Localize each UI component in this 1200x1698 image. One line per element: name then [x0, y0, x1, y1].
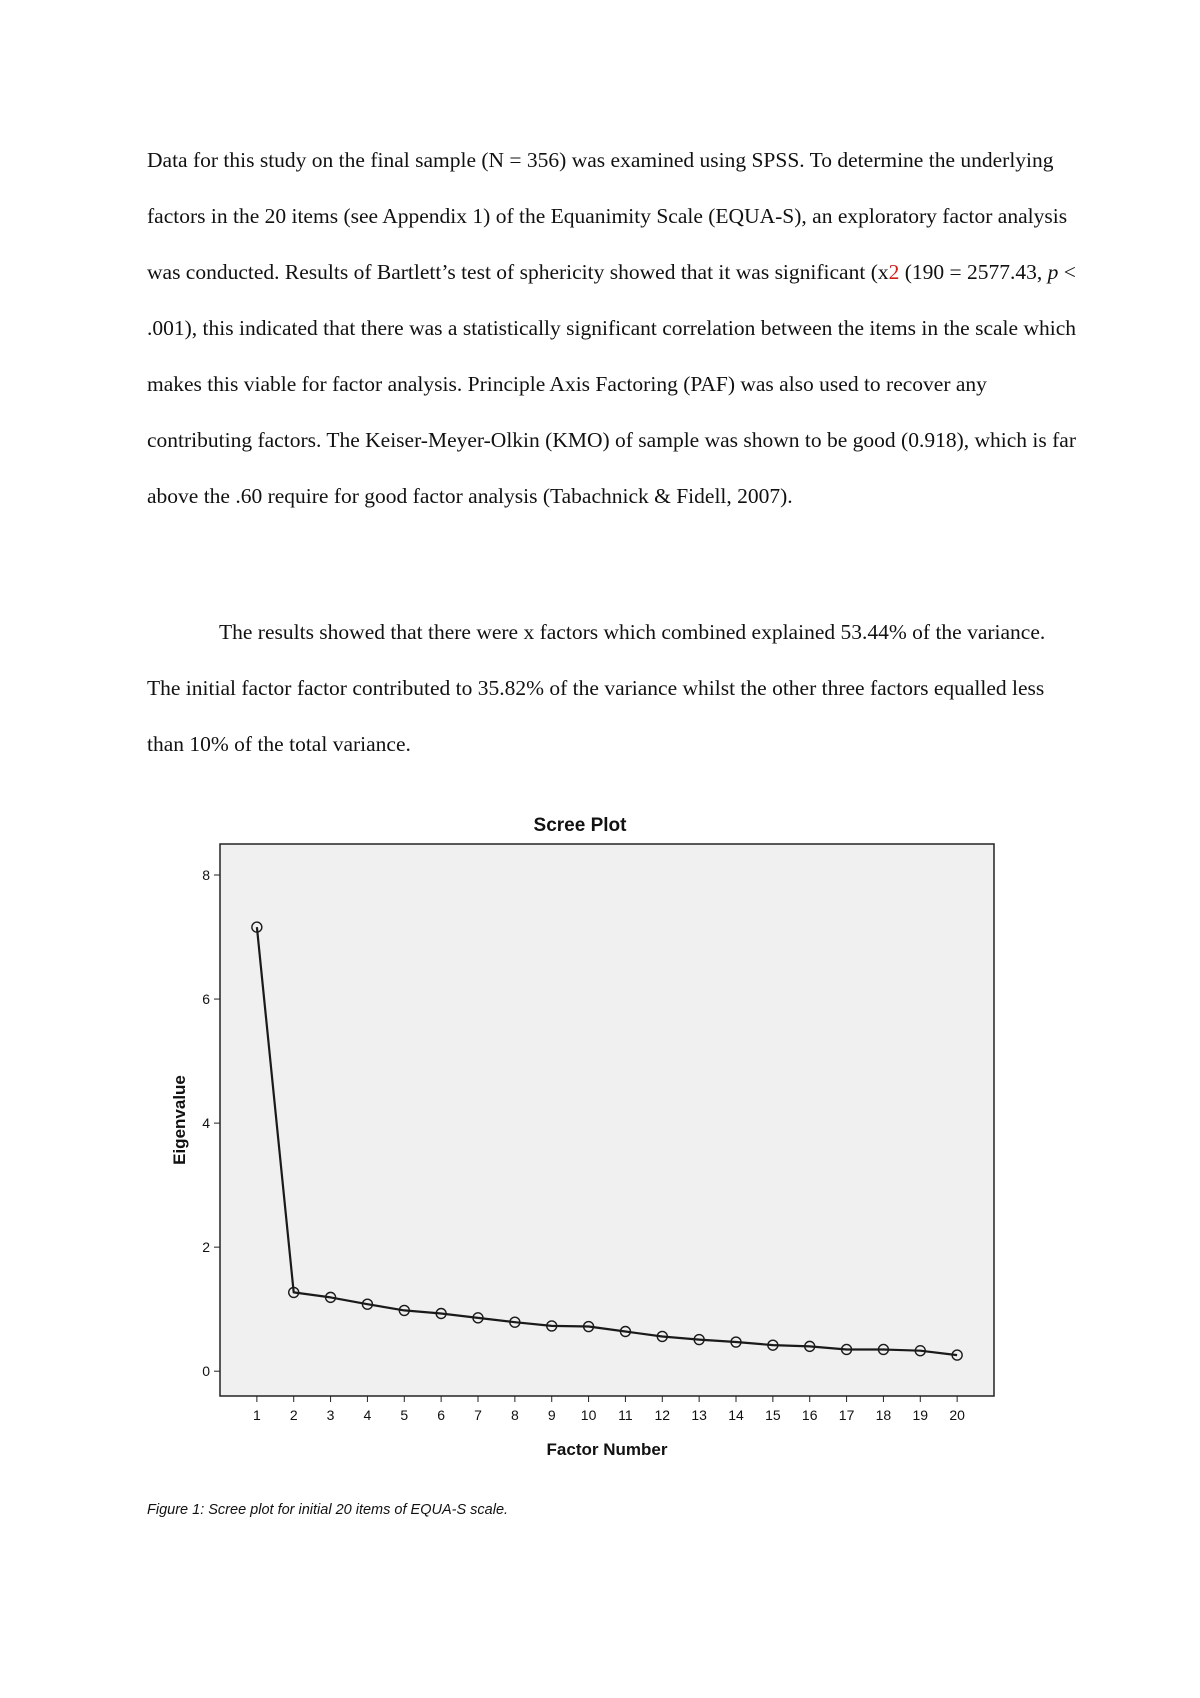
y-axis-label: Eigenvalue — [170, 1075, 189, 1165]
p-value-symbol: p — [1047, 260, 1059, 284]
chart-title: Scree Plot — [533, 815, 627, 836]
plot-area — [220, 844, 994, 1396]
y-tick-label: 2 — [202, 1239, 210, 1256]
y-tick-label: 0 — [202, 1363, 210, 1380]
paragraph-analysis-method — [147, 132, 1077, 524]
chi-square-superscript: 2 — [888, 260, 900, 284]
paragraph1-part3: < .001), this indicated that there was a statistically significant correlation between the items in the scale which makes this viable for factor analysis. Principle Axis Factoring (PAF) was also used to recover any contributing factors. The Keiser-Meyer-Olkin (KMO) of sample was shown to be good (0.918), which is far above the .60 require for good factor analysis (Tabachnick & Fidell, 2007). — [147, 260, 1076, 508]
y-tick-label: 4 — [202, 1115, 210, 1132]
x-tick-label: 3 — [326, 1407, 335, 1423]
x-tick-label: 11 — [618, 1407, 633, 1423]
x-tick-label: 18 — [875, 1407, 892, 1423]
x-tick-label: 14 — [728, 1407, 744, 1423]
x-tick-label: 4 — [363, 1407, 372, 1423]
x-tick-label: 12 — [654, 1407, 671, 1423]
x-tick-label: 5 — [400, 1407, 409, 1423]
paragraph1-part2: (190 = 2577.43, — [899, 260, 1048, 284]
x-axis — [253, 1396, 965, 1423]
x-tick-label: 19 — [912, 1407, 929, 1423]
x-tick-label: 15 — [765, 1407, 781, 1423]
x-tick-label: 20 — [949, 1407, 965, 1423]
y-tick-label: 8 — [202, 867, 210, 884]
x-tick-label: 10 — [580, 1407, 597, 1423]
x-tick-label: 2 — [289, 1407, 298, 1423]
x-tick-label: 1 — [252, 1407, 261, 1423]
y-axis — [202, 867, 220, 1379]
y-tick-label: 6 — [202, 991, 210, 1008]
scree-plot-figure — [160, 806, 1000, 1476]
paragraph1-part1: Data for this study on the final sample (N = 356) was examined using SPSS. To determine the underlying factors in the 20 items (see Appendix 1) of the Equanimity Scale (EQUA-S), an exploratory factor analysis was conducted. Results of Bartlett’s test of sphericity showed that it was significant (x — [147, 148, 1068, 284]
x-tick-label: 6 — [437, 1407, 446, 1423]
scree-plot-chart — [160, 806, 1000, 1476]
x-tick-label: 16 — [801, 1407, 818, 1423]
x-tick-label: 7 — [474, 1407, 482, 1423]
figure-caption: Figure 1: Scree plot for initial 20 items of EQUA-S scale. — [147, 1502, 509, 1518]
paragraph-results: The results showed that there were x factors which combined explained 53.44% of the variance. The initial factor factor contributed to 35.82% of the variance whilst the other three factors equalled less than 10% of the total variance. — [147, 620, 1046, 756]
x-tick-label: 17 — [838, 1407, 855, 1423]
x-axis-label: Factor Number — [546, 1440, 668, 1459]
x-tick-label: 8 — [510, 1407, 519, 1423]
x-tick-label: 13 — [691, 1407, 707, 1423]
x-tick-label: 9 — [547, 1407, 556, 1423]
